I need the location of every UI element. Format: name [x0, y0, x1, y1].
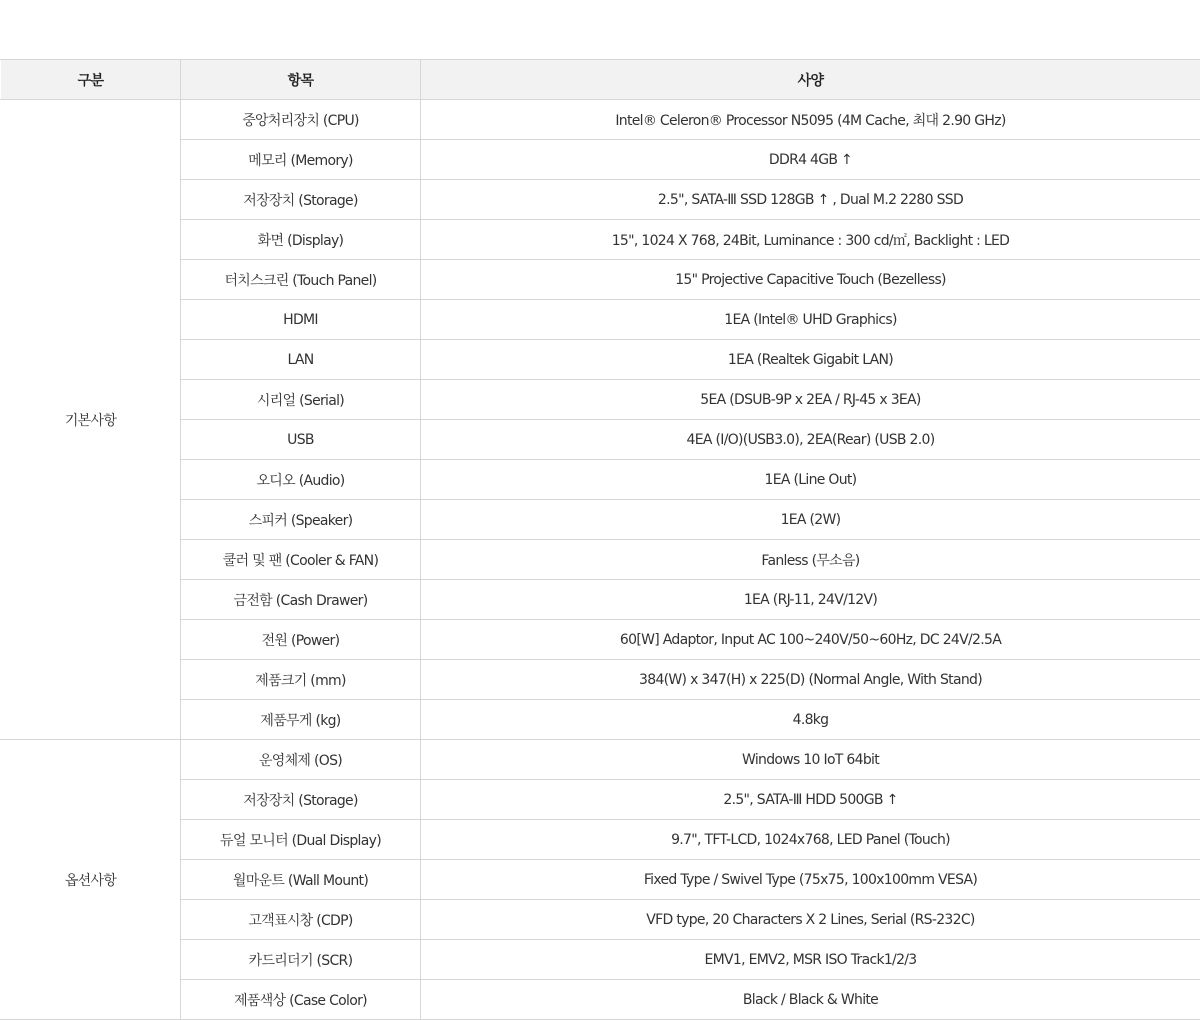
table-row [1, 500, 1200, 540]
spec-cell: Intel® Celeron® Processor N5095 (4M Cache, 최대 2.90 GHz) [421, 100, 1200, 140]
item-cell: 화면 (Display) [181, 220, 421, 260]
item-cell: 스피커 (Speaker) [181, 500, 421, 540]
spec-cell: 1EA (Realtek Gigabit LAN) [421, 340, 1200, 380]
spec-cell: Fanless (무소음) [421, 540, 1200, 580]
item-cell: 고객표시창 (CDP) [181, 900, 421, 940]
table-row [1, 220, 1200, 260]
item-cell: 터치스크린 (Touch Panel) [181, 260, 421, 300]
spec-cell: EMV1, EMV2, MSR ISO Track1/2/3 [421, 940, 1200, 980]
item-cell: 운영체제 (OS) [181, 740, 421, 780]
table-row [1, 540, 1200, 580]
spec-cell: 9.7", TFT-LCD, 1024x768, LED Panel (Touch) [421, 820, 1200, 860]
item-cell: 월마운트 (Wall Mount) [181, 860, 421, 900]
table-row [1, 260, 1200, 300]
table-row [1, 140, 1200, 180]
header-spec: 사양 [421, 60, 1200, 100]
item-cell: 듀얼 모니터 (Dual Display) [181, 820, 421, 860]
header-category: 구분 [1, 60, 181, 100]
table-row [1, 180, 1200, 220]
table-row [1, 660, 1200, 700]
item-cell: 저장장치 (Storage) [181, 780, 421, 820]
spec-cell: VFD type, 20 Characters X 2 Lines, Serial (RS-232C) [421, 900, 1200, 940]
category-cell: 옵션사항 [1, 740, 181, 1020]
table-row [1, 460, 1200, 500]
item-cell: 금전함 (Cash Drawer) [181, 580, 421, 620]
item-cell: 메모리 (Memory) [181, 140, 421, 180]
item-cell: 오디오 (Audio) [181, 460, 421, 500]
spec-cell: 4EA (I/O)(USB3.0), 2EA(Rear) (USB 2.0) [421, 420, 1200, 460]
table-body [1, 100, 1200, 1020]
item-cell: 제품크기 (mm) [181, 660, 421, 700]
header-row [1, 60, 1200, 100]
table-row [1, 700, 1200, 740]
item-cell: 쿨러 및 팬 (Cooler & FAN) [181, 540, 421, 580]
table-row [1, 900, 1200, 940]
table-row [1, 940, 1200, 980]
table-row [1, 980, 1200, 1020]
spec-cell: 1EA (2W) [421, 500, 1200, 540]
spec-cell: 4.8kg [421, 700, 1200, 740]
spec-cell: 1EA (Intel® UHD Graphics) [421, 300, 1200, 340]
spec-cell: Fixed Type / Swivel Type (75x75, 100x100mm VESA) [421, 860, 1200, 900]
spec-cell: Windows 10 IoT 64bit [421, 740, 1200, 780]
spec-cell: 384(W) x 347(H) x 225(D) (Normal Angle, With Stand) [421, 660, 1200, 700]
table-header [1, 60, 1200, 100]
table-row [1, 780, 1200, 820]
table-row [1, 380, 1200, 420]
item-cell: LAN [181, 340, 421, 380]
spec-cell: 2.5", SATA-Ⅲ SSD 128GB ↑ , Dual M.2 2280 SSD [421, 180, 1200, 220]
table-row [1, 740, 1200, 780]
item-cell: 전원 (Power) [181, 620, 421, 660]
table-row [1, 820, 1200, 860]
table-row [1, 580, 1200, 620]
item-cell: 제품무게 (kg) [181, 700, 421, 740]
spec-cell: 15" Projective Capacitive Touch (Bezelless) [421, 260, 1200, 300]
table-row [1, 620, 1200, 660]
table-row [1, 300, 1200, 340]
spec-cell: 1EA (RJ-11, 24V/12V) [421, 580, 1200, 620]
spec-cell: 2.5", SATA-Ⅲ HDD 500GB ↑ [421, 780, 1200, 820]
header-item: 항목 [181, 60, 421, 100]
spec-cell: 5EA (DSUB-9P x 2EA / RJ-45 x 3EA) [421, 380, 1200, 420]
spec-cell: 1EA (Line Out) [421, 460, 1200, 500]
spec-cell: 60[W] Adaptor, Input AC 100~240V/50~60Hz, DC 24V/2.5A [421, 620, 1200, 660]
item-cell: 시리얼 (Serial) [181, 380, 421, 420]
spec-cell: 15", 1024 X 768, 24Bit, Luminance : 300 cd/㎡, Backlight : LED [421, 220, 1200, 260]
spec-cell: Black / Black & White [421, 980, 1200, 1020]
item-cell: 중앙처리장치 (CPU) [181, 100, 421, 140]
item-cell: 제품색상 (Case Color) [181, 980, 421, 1020]
spec-cell: DDR4 4GB ↑ [421, 140, 1200, 180]
item-cell: 카드리더기 (SCR) [181, 940, 421, 980]
item-cell: 저장장치 (Storage) [181, 180, 421, 220]
table-row [1, 100, 1200, 140]
spec-table [0, 59, 1200, 1020]
table-row [1, 340, 1200, 380]
item-cell: HDMI [181, 300, 421, 340]
table-row [1, 420, 1200, 460]
item-cell: USB [181, 420, 421, 460]
category-cell: 기본사항 [1, 100, 181, 740]
table-row [1, 860, 1200, 900]
